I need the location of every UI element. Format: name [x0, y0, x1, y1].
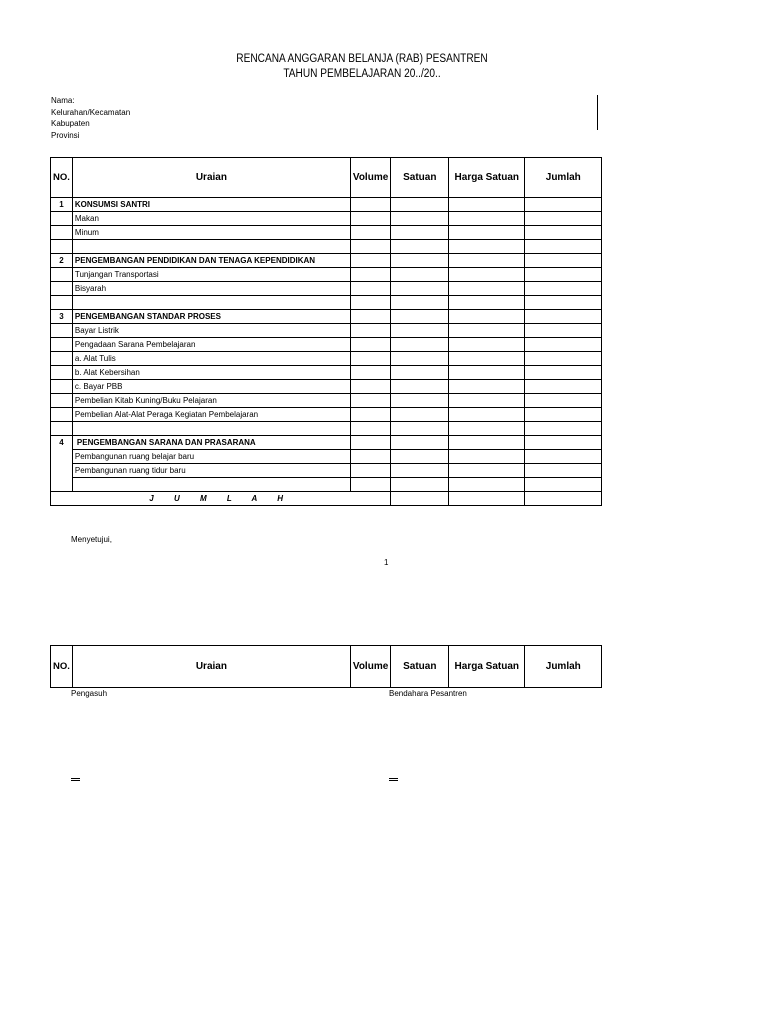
table-row: [51, 226, 602, 240]
header-volume: Volume: [350, 646, 390, 688]
signature-line-left: [71, 778, 80, 781]
item-label: Pembelian Alat-Alat Peraga Kegiatan Pembelajaran: [72, 408, 350, 422]
identity-block: [51, 95, 130, 141]
section-title: PENGEMBANGAN STANDAR PROSES: [72, 310, 350, 324]
spacer-row: [51, 296, 602, 310]
item-label: a. Alat Tulis: [72, 352, 350, 366]
section-title: KONSUMSI SANTRI: [72, 198, 350, 212]
item-label: b. Alat Kebersihan: [72, 366, 350, 380]
table-row: [51, 380, 602, 394]
header-satuan: Satuan: [391, 158, 449, 198]
item-label: Makan: [72, 212, 350, 226]
section-number: 3: [51, 310, 73, 324]
approval-label: Menyetujui,: [71, 535, 112, 544]
budget-table: [50, 157, 602, 506]
table-row: [51, 268, 602, 282]
table-row: [51, 282, 602, 296]
total-row: [51, 492, 602, 506]
item-label: Minum: [72, 226, 350, 240]
section-number: 2: [51, 254, 73, 268]
table-header-row: [51, 158, 602, 198]
section-title: PENGEMBANGAN PENDIDIKAN DAN TENAGA KEPENDIDIKAN: [72, 254, 350, 268]
item-label: Tunjangan Transportasi: [72, 268, 350, 282]
section-title: PENGEMBANGAN SARANA DAN PRASARANA: [72, 436, 350, 450]
item-label: Bayar Listrik: [72, 324, 350, 338]
table-header-row: [51, 646, 602, 688]
section-row: [51, 198, 602, 212]
kabupaten-label: Kabupaten: [51, 119, 90, 128]
section-number: 1: [51, 198, 73, 212]
table-row: [51, 338, 602, 352]
item-label: Pembangunan ruang tidur baru: [72, 464, 350, 478]
table-row: [51, 352, 602, 366]
document-subtitle: TAHUN PEMBELAJARAN 20../20..: [283, 68, 441, 80]
header-harga-satuan: Harga Satuan: [449, 646, 525, 688]
header-uraian: Uraian: [72, 646, 350, 688]
table-row: [51, 408, 602, 422]
table-row: [51, 366, 602, 380]
header-jumlah: Jumlah: [525, 646, 602, 688]
section-row: [51, 310, 602, 324]
signer-left-label: Pengasuh: [71, 689, 108, 698]
header-satuan: Satuan: [391, 646, 449, 688]
header-volume: Volume: [350, 158, 390, 198]
header-no: NO.: [51, 158, 73, 198]
repeated-table-header: [50, 645, 602, 688]
item-label: Pembangunan ruang belajar baru: [72, 450, 350, 464]
vertical-divider: [597, 95, 598, 130]
signature-line-right: [389, 778, 398, 781]
item-label: Pengadaan Sarana Pembelajaran: [72, 338, 350, 352]
section-row: [51, 254, 602, 268]
item-label: Bisyarah: [72, 282, 350, 296]
spacer-row: [51, 422, 602, 436]
header-jumlah: Jumlah: [525, 158, 602, 198]
document-title: RENCANA ANGGARAN BELANJA (RAB) PESANTREN: [236, 53, 488, 65]
item-label: c. Bayar PBB: [72, 380, 350, 394]
section-number: 4: [51, 436, 73, 450]
item-label: Pembelian Kitab Kuning/Buku Pelajaran: [72, 394, 350, 408]
kelurahan-label: Kelurahan/Kecamatan: [51, 107, 131, 117]
spacer-row: [51, 240, 602, 254]
nama-label: Nama:: [51, 96, 75, 105]
spacer-row: [51, 478, 602, 492]
table-row: [51, 464, 602, 478]
signer-right-label: Bendahara Pesantren: [389, 689, 467, 698]
table-row: [51, 450, 602, 464]
header-uraian: Uraian: [72, 158, 350, 198]
header-harga-satuan: Harga Satuan: [449, 158, 525, 198]
table-row: [51, 212, 602, 226]
total-label: J U M L A H: [51, 492, 391, 506]
header-no: NO.: [51, 646, 73, 688]
table-row: [51, 324, 602, 338]
section-row: [51, 436, 602, 450]
provinsi-label: Provinsi: [51, 130, 80, 140]
table-row: [51, 394, 602, 408]
page-number: 1: [384, 558, 389, 567]
